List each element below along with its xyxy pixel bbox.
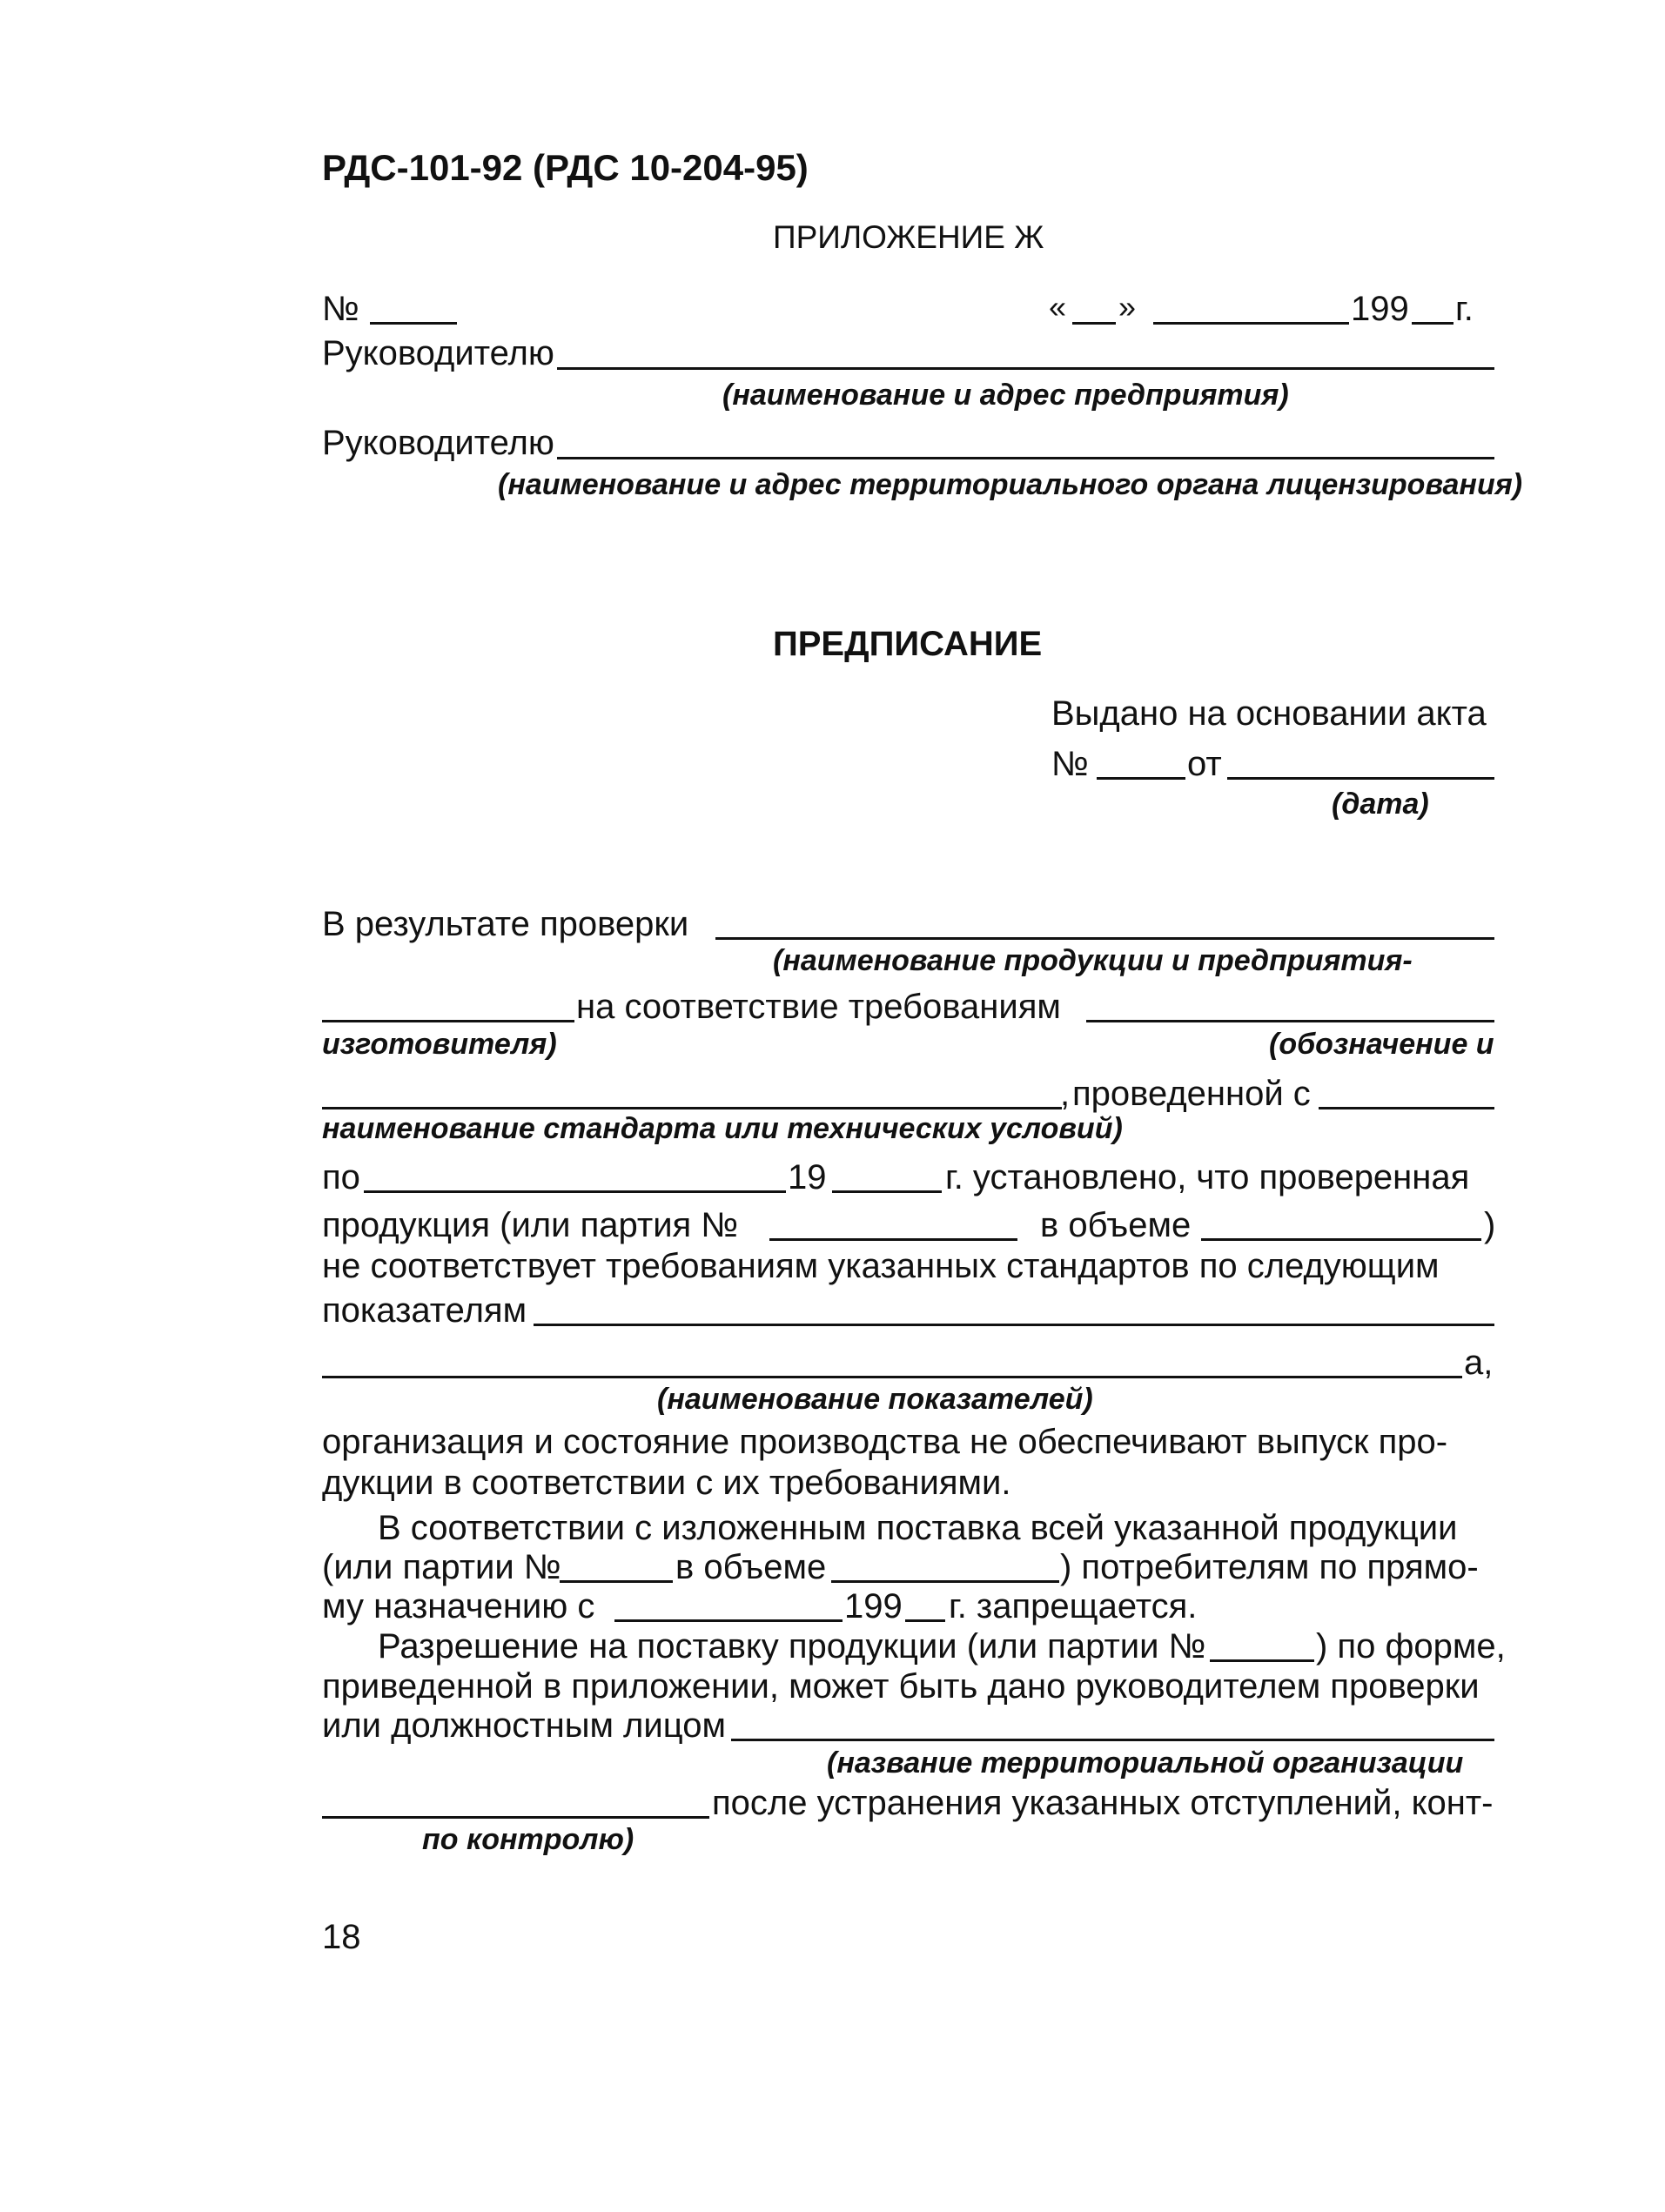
volume-blank[interactable] xyxy=(1201,1238,1481,1241)
until-text: по xyxy=(322,1158,360,1196)
standard-caption: наименование стандарта или технических условий) xyxy=(322,1112,1123,1145)
para3-line-2: приведенной в приложении, может быть дано руководителем проверки xyxy=(322,1667,1480,1706)
para2-consumers-text: ) потребителям по прямо- xyxy=(1060,1548,1479,1586)
indicators-text: показателям xyxy=(322,1291,527,1330)
para2-batch-blank[interactable] xyxy=(560,1580,673,1583)
a-text: а, xyxy=(1464,1344,1494,1382)
indicators-blank-2[interactable] xyxy=(322,1376,1462,1378)
addressee-1-label: Руководителю xyxy=(322,334,554,372)
addressee-1-caption: (наименование и адрес предприятия) xyxy=(722,379,1289,412)
year-suffix: г. xyxy=(1455,290,1474,328)
basis-from: от xyxy=(1187,745,1222,783)
conducted-from-blank[interactable] xyxy=(1319,1107,1494,1109)
batch-number-blank[interactable] xyxy=(769,1238,1017,1241)
control-blank[interactable] xyxy=(322,1816,709,1819)
designation-caption: (обозначение и xyxy=(1269,1028,1494,1061)
appendix-label: ПРИЛОЖЕНИЕ Ж xyxy=(773,219,1044,255)
batch-text: продукция (или партия № xyxy=(322,1206,739,1244)
control-caption: по контролю) xyxy=(422,1823,634,1856)
indicators-blank[interactable] xyxy=(534,1324,1494,1326)
para3-batch-blank[interactable] xyxy=(1210,1659,1314,1662)
para2-year-blank[interactable] xyxy=(905,1619,945,1622)
para2-volume-text: в объеме xyxy=(675,1548,827,1586)
result-text: В результате проверки xyxy=(322,905,689,943)
act-date-blank[interactable] xyxy=(1227,777,1494,780)
date-caption: (дата) xyxy=(1332,788,1429,821)
standard-blank[interactable] xyxy=(322,1107,1062,1109)
product-blank[interactable] xyxy=(715,937,1494,940)
basis-text: Выдано на основании акта xyxy=(1051,694,1487,733)
inspection-year-blank[interactable] xyxy=(832,1190,942,1193)
para2-forbidden-text: г. запрещается. xyxy=(949,1587,1198,1625)
document-code: РДС-101-92 (РДС 10-204-95) xyxy=(322,147,809,188)
comma-mark: , xyxy=(1060,1075,1071,1113)
number-sign: № xyxy=(322,290,359,328)
para2-date-blank[interactable] xyxy=(614,1619,843,1622)
quote-open: « xyxy=(1049,289,1067,325)
maker-blank[interactable] xyxy=(322,1020,574,1022)
day-blank[interactable] xyxy=(1072,322,1116,325)
indicators-caption: (наименование показателей) xyxy=(657,1383,1093,1416)
conformity-text: на соответствие требованиям xyxy=(576,988,1061,1026)
addressee-2-label: Руководителю xyxy=(322,424,554,462)
territorial-caption: (название территориальной организации xyxy=(827,1746,1464,1780)
para2-purpose-text: му назначению с xyxy=(322,1587,595,1625)
not-conform-text: не соответствует требованиям указанных стандартов по следующим xyxy=(322,1247,1440,1285)
century-prefix: 19 xyxy=(788,1158,827,1196)
document-title: ПРЕДПИСАНИЕ xyxy=(773,625,1043,663)
para3-official-blank[interactable] xyxy=(731,1739,1494,1741)
maker-caption: изготовителя) xyxy=(322,1028,557,1061)
until-blank[interactable] xyxy=(364,1190,786,1193)
page-number: 18 xyxy=(322,1918,361,1956)
year-blank[interactable] xyxy=(1412,322,1454,325)
para2-volume-blank[interactable] xyxy=(831,1580,1059,1583)
addressee-2-blank[interactable] xyxy=(557,457,1494,459)
quote-close: » xyxy=(1118,289,1137,325)
volume-text: в объеме xyxy=(1040,1206,1192,1244)
para2-batch-text: (или партии № xyxy=(322,1548,561,1586)
close-paren: ) xyxy=(1484,1206,1496,1244)
year-prefix: 199 xyxy=(1351,290,1409,328)
requirements-blank[interactable] xyxy=(1086,1020,1494,1022)
product-caption: (наименование продукции и предприятия- xyxy=(773,944,1413,977)
para3-permit-text: Разрешение на поставку продукции (или партии № xyxy=(378,1627,1206,1666)
org-line-1: организация и состояние производства не обеспечивают выпуск про- xyxy=(322,1423,1448,1461)
para2-year-prefix: 199 xyxy=(844,1587,903,1625)
para3-form-text: ) по форме, xyxy=(1316,1627,1506,1666)
established-text: г. установлено, что проверенная xyxy=(945,1158,1470,1196)
month-blank[interactable] xyxy=(1153,322,1349,325)
addressee-1-blank[interactable] xyxy=(557,367,1494,370)
basis-number-sign: № xyxy=(1051,745,1089,783)
para2-line-1: В соответствии с изложенным поставка всей указанной продукции xyxy=(378,1509,1458,1547)
para3-official-text: или должностным лицом xyxy=(322,1706,726,1745)
conducted-text: проведенной с xyxy=(1072,1075,1311,1113)
addressee-2-caption: (наименование и адрес территориального органа лицензирования) xyxy=(498,468,1523,501)
after-elimination-text: после устранения указанных отступлений, конт- xyxy=(712,1784,1494,1822)
number-blank[interactable] xyxy=(370,322,457,325)
org-line-2: дукции в соответствии с их требованиями. xyxy=(322,1464,1011,1502)
act-number-blank[interactable] xyxy=(1097,777,1185,780)
